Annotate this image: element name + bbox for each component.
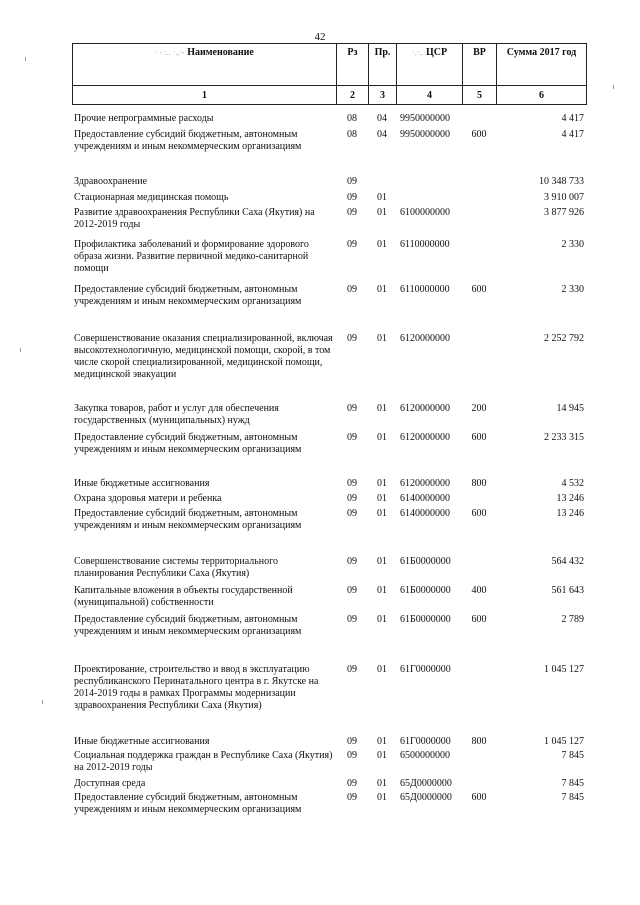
table-row: Профилактика заболеваний и формирование здорового образа жизни. Развитие первичной медико-санитарной помощи 09 01 6110000000 2 330 [74, 239, 584, 274]
table-header [72, 43, 587, 105]
budget-table [72, 43, 586, 816]
header-csr-label: ЦСР [425, 47, 448, 58]
header-pr: Пр. [369, 44, 397, 86]
table-row: Прочие непрограммные расходы 08 04 9950000000 4 417 [74, 113, 584, 124]
header-num-4: 4 [397, 86, 463, 105]
header-num-1: 1 [73, 86, 337, 105]
table-row: Предоставление субсидий бюджетным, автономным учреждениям и иным некоммерческим организациям 09 01 6110000000 600 2 330 [74, 284, 584, 307]
header-num-3: 3 [369, 86, 397, 105]
table-row: Предоставление субсидий бюджетным, автономным учреждениям и иным некоммерческим организациям 09 01 6140000000 600 13 246 [74, 508, 584, 531]
table-row: Совершенствование системы территориального планирования Республики Саха (Якутия) 09 01 61Б0000000 564 432 [74, 556, 584, 579]
scan-speck [613, 85, 614, 89]
table-row: Закупка товаров, работ и услуг для обеспечения государственных (муниципальных) нужд 09 01 6120000000 200 14 945 [74, 403, 584, 426]
table-row: Иные бюджетные ассигнования 09 01 61Г0000000 800 1 045 127 [74, 736, 584, 747]
table-row: Доступная среда 09 01 65Д0000000 7 845 [74, 778, 584, 789]
header-num-5: 5 [463, 86, 497, 105]
table-row: Капитальные вложения в объекты государственной (муниципальной) собственности 09 01 61Б0000000 400 561 643 [74, 585, 584, 608]
table-row: Предоставление субсидий бюджетным, автономным учреждениям и иным некоммерческим организациям 09 01 65Д0000000 600 7 845 [74, 792, 584, 815]
header-sum: Сумма 2017 год [497, 44, 587, 86]
header-name [73, 44, 337, 86]
header-csr-prefix: ·.·..· [411, 48, 426, 57]
table-row: Предоставление субсидий бюджетным, автономным учреждениям и иным некоммерческим организациям 09 01 6120000000 600 2 233 315 [74, 432, 584, 455]
header-faint-prefix: · - :.. ·.,·- [155, 48, 185, 57]
header-num-2: 2 [337, 86, 369, 105]
table-row: Стационарная медицинская помощь 09 01 3 910 007 [74, 192, 584, 203]
table-row: Здравоохранение 09 10 348 733 [74, 176, 584, 187]
header-csr [397, 44, 463, 86]
header-num-6: 6 [497, 86, 587, 105]
scan-speck [20, 348, 21, 352]
header-vr: ВР [463, 44, 497, 86]
page-number: 42 [314, 31, 326, 43]
table-row: Социальная поддержка граждан в Республике Саха (Якутия) на 2012-2019 годы 09 01 6500000000 7 845 [74, 750, 584, 773]
table-body [72, 113, 586, 816]
scan-speck [25, 57, 26, 61]
header-rz: Рз [337, 44, 369, 86]
table-row: Предоставление субсидий бюджетным, автономным учреждениям и иным некоммерческим организациям 09 01 61Б0000000 600 2 789 [74, 614, 584, 637]
scan-speck [42, 700, 43, 704]
table-row: Развитие здравоохранения Республики Саха (Якутия) на 2012-2019 годы 09 01 6100000000 3 877 926 [74, 207, 584, 230]
table-row: Иные бюджетные ассигнования 09 01 6120000000 800 4 532 [74, 478, 584, 489]
table-row: Предоставление субсидий бюджетным, автономным учреждениям и иным некоммерческим организациям 08 04 9950000000 600 4 417 [74, 129, 584, 152]
table-row: Проектирование, строительство и ввод в эксплуатацию республиканского Перинатального центра в г. Якутске на 2014-2019 годы в рамках Программы модернизации здравоохранения Республики Саха (Якутия) 09 01 61Г0000000 1 045 127 [74, 664, 584, 711]
table-row: Совершенствование оказания специализированной, включая высокотехнологичную, медицинской помощи, скорой, в том числе скорой специализированной, медицинской помощи, медицинской эвакуации 09 01 6120000000 2 252 792 [74, 333, 584, 380]
header-name-label: Наименование [187, 47, 254, 58]
table-row: Охрана здоровья матери и ребенка 09 01 6140000000 13 246 [74, 493, 584, 504]
